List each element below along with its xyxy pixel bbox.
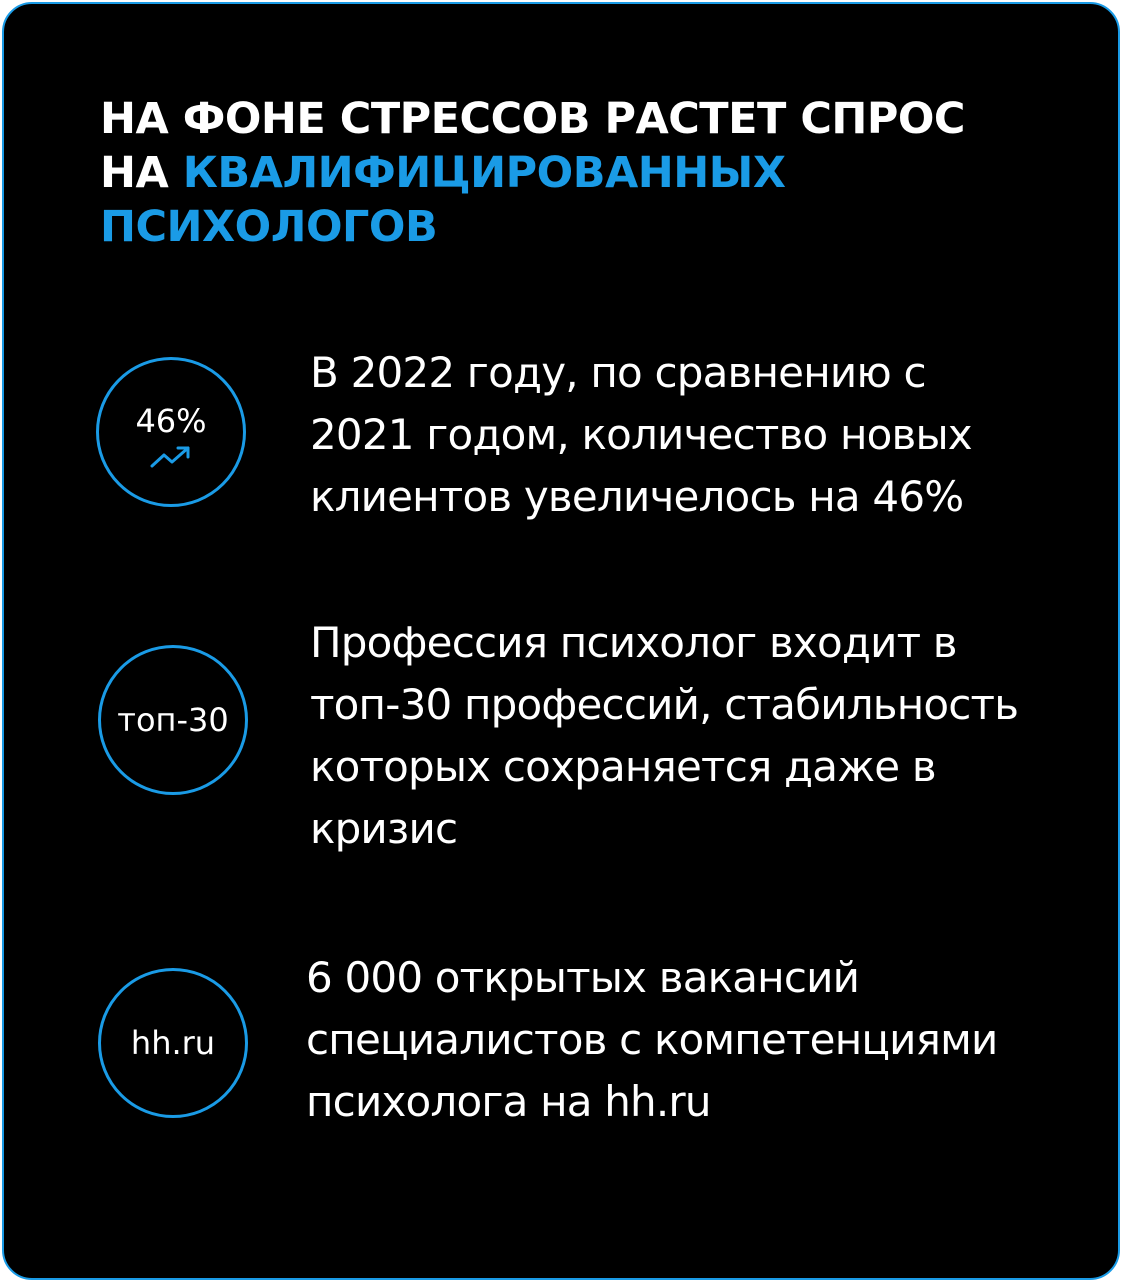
page-title xyxy=(100,92,1000,254)
stat-text-growth xyxy=(310,342,972,528)
title-accent: КВАЛИФИЦИРОВАННЫХ xyxy=(182,148,786,198)
badge-label: 46% xyxy=(135,402,207,440)
badge-label: hh.ru xyxy=(130,1024,216,1062)
stat-line: специалистов с компетенциями xyxy=(306,1015,998,1064)
stat-line: 6 000 открытых вакансий xyxy=(306,953,860,1002)
stat-line: Профессия психолог входит в xyxy=(310,618,957,667)
info-card xyxy=(2,2,1120,1280)
stat-line: клиентов увеличелось на 46% xyxy=(310,472,964,521)
stat-badge-growth xyxy=(96,357,246,507)
stat-line: топ-30 профессий, стабильность xyxy=(310,680,1019,729)
stat-text-hh xyxy=(306,947,998,1133)
title-prefix: НА xyxy=(100,148,183,198)
stat-text-top30 xyxy=(310,612,1018,860)
stat-badge-top30 xyxy=(98,645,248,795)
title-line-2 xyxy=(100,146,1000,200)
stat-line: В 2022 году, по сравнению с xyxy=(310,348,926,397)
badge-label: топ-30 xyxy=(117,701,229,739)
title-line-3: ПСИХОЛОГОВ xyxy=(100,202,438,252)
trending-up-icon xyxy=(150,444,192,468)
title-line-1: НА ФОНЕ СТРЕССОВ РАСТЕТ СПРОС xyxy=(100,94,965,144)
stat-line: 2021 годом, количество новых xyxy=(310,410,972,459)
stat-line: психолога на hh.ru xyxy=(306,1077,711,1126)
stat-line: кризис xyxy=(310,804,458,853)
stat-line: которых сохраняется даже в xyxy=(310,742,936,791)
stat-badge-hh xyxy=(98,968,248,1118)
